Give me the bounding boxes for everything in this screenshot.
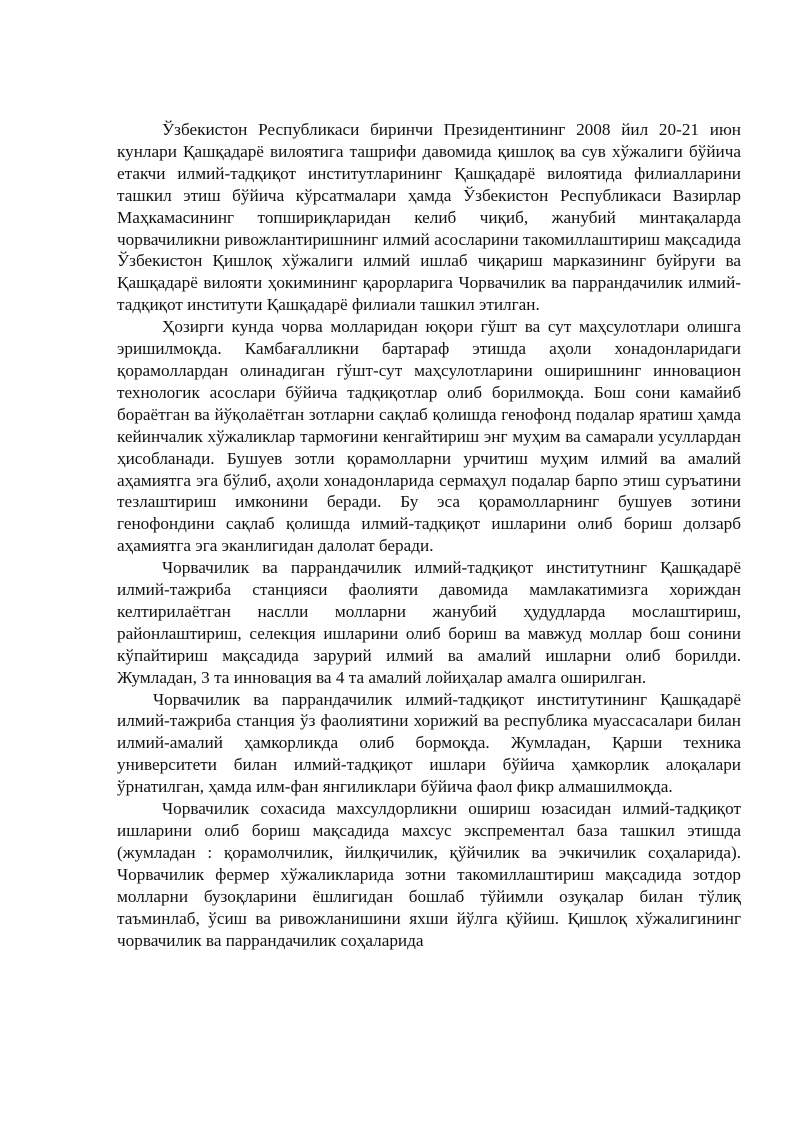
paragraph-1: Ўзбекистон Республикаси биринчи Президентининг 2008 йил 20-21 июн кунлари Қашқадарё вилоятига ташрифи давомида қишлоқ ва сув хўжалиги бўйича етакчи илмий-тадқиқот институтларининг Қашқадарё вилоятида филиалларини ташкил этиш бўйича кўрсатмалари ҳамда Ўзбекистон Республикаси Вазирлар Маҳкамасининг топшириқларидан келиб чиқиб, жанубий минтақаларда чорвачиликни ривожлантиришнинг илмий асосларини такомиллаштириш мақсадида Ўзбекистон Қишлоқ хўжалиги илмий ишлаб чиқариш марказининг буйруғи ва Қашқадарё вилояти ҳокимининг қарорларига Чорвачилик ва паррандачилик илмий-тадқиқот институти Қашқадарё филиали ташкил этилган. [117,120,741,315]
paragraph-4: Чорвачилик ва паррандачилик илмий-тадқиқот институтининг Қашқадарё илмий-тажриба станция ўз фаолиятини хорижий ва республика муассасалари билан илмий-амалий ҳамкорликда олиб бормоқда. Жумладан, Қарши техника университети билан илмий-тадқиқот ишлари бўйича ҳамкорлик алоқалари ўрнатилган, ҳамда илм-фан янгиликлари бўйича фаол фикр алмашилмоқда. [117,689,741,797]
paragraph-2: Ҳозирги кунда чорва молларидан юқори гўшт ва сут маҳсулотлари олишга эришилмоқда. Камбағалликни бартараф этишда аҳоли хонадонларидаги қорамоллардан олинадиган гўшт-сут маҳсулотларини оширишнинг инновацион технологик асослари бўйича тадқиқотлар олиб борилмоқда. Бош сони камайиб бораётган ва йўқолаётган зотларни сақлаб қолишда генофонд подалар яратиш ҳамда кейинчалик хўжаликлар тармоғини кенгайтириш энг муҳим ва самарали усуллардан ҳисобланади. Бушуев зотли қорамолларни урчитиш муҳим илмий ва амалий аҳамиятга эга бўлиб, аҳоли хонадонларида сермаҳул подалар барпо этиш суръатини тезлаштириш имконини беради. Бу эса қорамолларнинг бушуев зотини генофондини сақлаб қолишда илмий-тадқиқот ишларини олиб бориш долзарб аҳамиятга эга эканлигидан далолат беради. [117,317,741,556]
paragraph-5: Чорвачилик сохасида махсулдорликни ошириш юзасидан илмий-тадқиқот ишларини олиб бориш мақсадида махсус экспрементал база ташкил этишда (жумладан : қорамолчилик, йилқичилик, қўйчилик ва эчкичилик соҳаларида). Чорвачилик фермер хўжаликларида зотни такомиллаштириш мақсадида зотдор молларни бузоқларини ёшлигидан бошлаб тўйимли озуқалар билан тўлиқ таъминлаб, ўсиш ва ривожланишини яхши йўлга қўйиш. Қишлоқ хўжалигининг чорвачилик ва паррандачилик соҳаларида [117,799,741,950]
paragraph-3: Чорвачилик ва паррандачилик илмий-тадқиқот институтнинг Қашқадарё илмий-тажриба станцияси фаолияти давомида мамлакатимизга хориждан келтирилаётган наслли молларни жанубий ҳудудларда мослаштириш, районлаштириш, селекция ишларини олиб бориш ва мавжуд моллар бош сонини кўпайтириш мақсадида зарурий илмий ва амалий ишларни олиб борилди. Жумладан, 3 та инновация ва 4 та амалий лойиҳалар амалга оширилган. [117,558,741,687]
document-body [117,119,741,951]
